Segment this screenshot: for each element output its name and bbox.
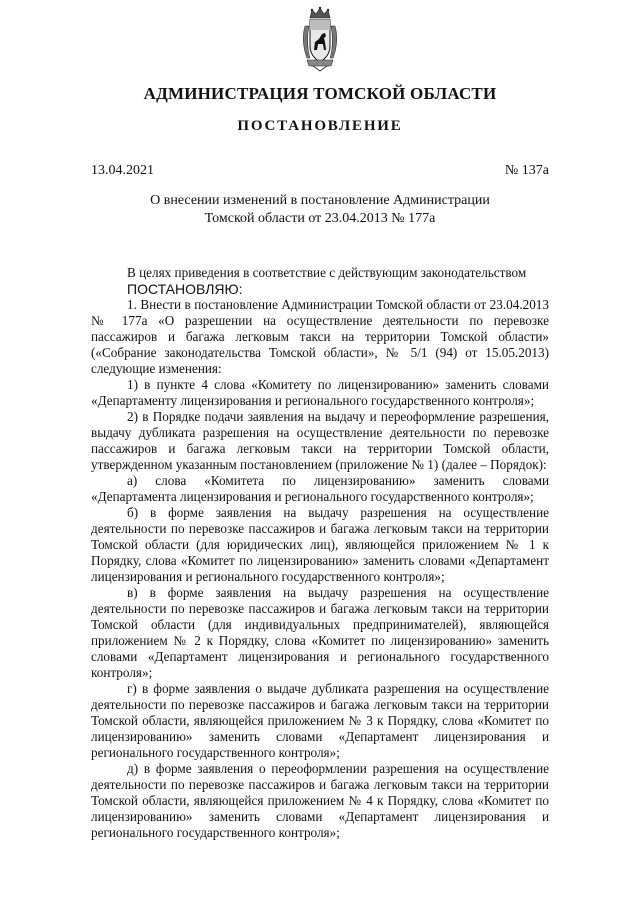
paragraph-a: а) слова «Комитета по лицензированию» заменить словами «Департамента лицензирования и регионального государственного контроля»; [91, 473, 549, 504]
subject-line-2: Томской области от 23.04.2013 № 177а [204, 211, 436, 226]
paragraph-1: 1. Внести в постановление Администрации Томской области от 23.04.2013 № 177а «О разрешении на осуществление деятельности по перевозке пассажиров и багажа легковым такси на территории Томской области» («Собрание законодательства Томской области», № 5/1 (94) от 15.05.2013) следующие изменения: [91, 297, 549, 376]
paragraph-v: в) в форме заявления на выдачу разрешения на осуществление деятельности по перевозке пассажиров и багажа легковым такси на территории Томской области (для индивидуальных предпринимателей), являющейся приложением № 2 к Порядку, слова «Комитет по лицензированию» заменить словами «Департамент лицензирования и регионального государственного контроля»; [91, 585, 549, 680]
paragraph-1-1: 1) в пункте 4 слова «Комитету по лицензированию» заменить словами «Департаменту лицензирования и регионального государственного контроля»; [91, 377, 549, 408]
decree-word: ПОСТАНОВЛЯЮ: [127, 281, 243, 297]
subject-line-1: О внесении изменений в постановление Администрации [150, 193, 490, 208]
organization-title: АДМИНИСТРАЦИЯ ТОМСКОЙ ОБЛАСТИ [143, 84, 497, 103]
document-number: № 137а [504, 163, 549, 178]
paragraph-1-2: 2) в Порядке подачи заявления на выдачу и переоформление разрешения, выдачу дубликата разрешения на осуществление деятельности по перевозке пассажиров и багажа легковым такси на территории Томской области, утвержденном указанным постановлением (приложение № 1) (далее – Порядок): [91, 409, 549, 472]
paragraph-g: г) в форме заявления о выдаче дубликата разрешения на осуществление деятельности по перевозке пассажиров и багажа легковым такси на территории Томской области, являющейся приложением № 3 к Порядку, слова «Комитет по лицензированию» заменить словами «Департамент лицензирования и регионального государственного контроля»; [91, 681, 549, 760]
preamble: В целях приведения в соответствие с действующим законодательством [127, 265, 527, 280]
paragraph-d: д) в форме заявления о переоформлении разрешения на осуществление деятельности по перевозке пассажиров и багажа легковым такси на территории Томской области, являющейся приложением № 4 к Порядку, слова «Комитет по лицензированию» заменить словами «Департамент лицензирования и регионального государственного контроля»; [91, 761, 549, 840]
document-body [91, 265, 549, 841]
document-subject [150, 192, 490, 228]
document-type: ПОСТАНОВЛЕНИЕ [237, 118, 403, 134]
paragraph-b: б) в форме заявления на выдачу разрешения на осуществление деятельности по перевозке пассажиров и багажа легковым такси на территории Томской области (для юридических лиц), являющейся приложением № 1 к Порядку, слова «Комитет по лицензированию» заменить словами «Департамент лицензирования и регионального государственного контроля»; [91, 505, 549, 584]
tomsk-coat-of-arms-icon [301, 6, 339, 72]
document-date: 13.04.2021 [91, 163, 154, 178]
